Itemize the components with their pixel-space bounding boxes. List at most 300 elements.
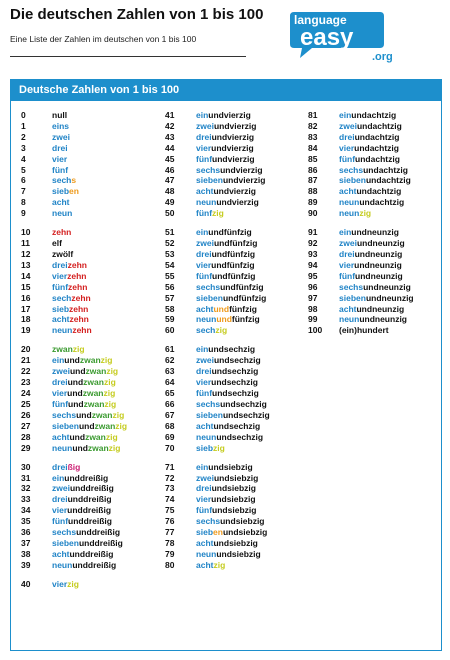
number-row — [165, 366, 258, 376]
word-part: fünf — [52, 516, 69, 527]
number-word — [52, 175, 76, 185]
word-part: zwei — [339, 238, 357, 249]
word-part: sieb — [196, 527, 214, 537]
word-part: und — [213, 120, 230, 131]
number-value: 75 — [165, 505, 175, 516]
number-word — [52, 260, 87, 270]
word-part: und — [212, 505, 228, 516]
number-row — [21, 538, 123, 548]
number-row — [165, 165, 263, 175]
word-part: acht — [196, 303, 214, 314]
word-part: neun — [339, 208, 360, 219]
number-word — [196, 249, 255, 259]
number-value: 11 — [21, 238, 30, 249]
word-part: vierzig — [223, 110, 251, 120]
number-value: 43 — [165, 131, 175, 142]
number-row — [165, 388, 259, 398]
language-easy-logo[interactable] — [286, 10, 412, 66]
number-row — [308, 314, 407, 324]
word-part: vier — [196, 494, 212, 505]
word-part: vier — [52, 153, 68, 164]
number-word — [196, 197, 259, 207]
number-row — [21, 432, 118, 442]
word-part: acht — [196, 559, 214, 570]
word-part: zig — [213, 559, 226, 570]
number-value: 31 — [21, 472, 31, 483]
word-part: und — [72, 559, 88, 570]
number-value: 66 — [165, 398, 175, 409]
word-part: dreißig — [85, 548, 114, 559]
number-word — [196, 154, 255, 164]
word-part: vierzig — [235, 164, 263, 175]
word-part: und — [211, 131, 228, 142]
number-word — [196, 143, 254, 153]
number-word — [52, 516, 112, 526]
number-row — [21, 282, 87, 292]
number-value: 12 — [21, 249, 31, 259]
number-value: 40 — [21, 578, 31, 589]
number-value: 33 — [21, 494, 31, 505]
number-row — [165, 494, 256, 504]
number-word — [339, 260, 402, 270]
word-part: zehn — [67, 270, 87, 281]
number-word — [196, 432, 263, 442]
number-word — [196, 421, 260, 431]
number-value: 14 — [21, 270, 31, 281]
number-word — [339, 282, 411, 292]
number-value: 53 — [165, 249, 175, 259]
number-value: 69 — [165, 431, 175, 442]
word-part: neun — [196, 314, 217, 325]
word-part: fünf — [339, 153, 356, 164]
word-part: zig — [359, 208, 372, 219]
word-part: und — [76, 527, 92, 537]
word-part: acht — [196, 537, 214, 548]
number-word — [52, 154, 67, 164]
number-value: 64 — [165, 377, 175, 388]
number-value: 51 — [165, 227, 175, 238]
word-part: zig — [106, 366, 119, 377]
word-part: zwei — [196, 238, 214, 249]
word-part: sieben — [339, 175, 366, 186]
word-part: sechs — [196, 164, 221, 175]
word-part: und — [355, 153, 371, 164]
number-value: 98 — [308, 303, 318, 314]
word-part: sieben — [52, 420, 79, 431]
word-part: zig — [105, 431, 118, 442]
number-word — [52, 165, 68, 175]
number-value: 99 — [308, 314, 318, 325]
word-part: sechs — [339, 164, 364, 175]
number-value: 88 — [308, 186, 318, 197]
number-value: 93 — [308, 249, 318, 259]
word-part: siebzig — [229, 537, 258, 548]
word-part: neunzig — [381, 292, 414, 303]
number-word — [52, 377, 116, 387]
number-word — [52, 421, 127, 431]
word-part: sieben — [196, 175, 223, 186]
word-part: fünf — [196, 208, 213, 219]
word-part: ein — [52, 472, 65, 483]
number-word — [196, 314, 260, 324]
word-part: drei — [52, 494, 68, 505]
number-row — [21, 494, 112, 504]
number-word — [339, 197, 404, 207]
number-value: 74 — [165, 494, 175, 505]
word-part: und — [365, 292, 382, 303]
word-part: und — [211, 377, 227, 388]
numbers-panel — [10, 79, 442, 651]
number-value: 16 — [21, 292, 31, 303]
number-word — [52, 410, 124, 420]
word-part: und — [222, 527, 239, 537]
number-row — [308, 143, 399, 153]
number-value: 21 — [21, 355, 31, 366]
word-part: und — [356, 120, 373, 131]
word-part: und — [354, 259, 370, 270]
word-part: zwan — [85, 366, 107, 377]
number-value: 61 — [165, 344, 175, 355]
number-value: 8 — [21, 197, 26, 208]
number-word — [52, 473, 108, 483]
word-part: sechs — [196, 281, 221, 292]
number-row — [308, 186, 401, 196]
word-part: achtzig — [366, 110, 397, 120]
number-row — [21, 208, 72, 218]
word-part: neun — [339, 314, 360, 325]
word-part: zwan — [82, 388, 104, 398]
word-part: (ein)hundert — [339, 325, 389, 336]
word-part: neun — [339, 197, 360, 208]
number-value: 50 — [165, 208, 175, 219]
word-part: sechzig — [229, 355, 261, 366]
number-word — [339, 304, 404, 314]
word-part: sechzig — [227, 388, 259, 398]
word-part: fünfzig — [227, 249, 256, 259]
word-part: und — [351, 227, 367, 238]
number-word — [196, 293, 266, 303]
number-word — [196, 443, 225, 453]
word-part: und — [356, 186, 373, 197]
number-word — [339, 132, 399, 142]
number-row — [21, 227, 71, 237]
number-word — [196, 304, 257, 314]
word-part: neun — [52, 559, 73, 570]
number-word — [196, 282, 264, 292]
word-part: vierzig — [238, 175, 266, 186]
number-word — [52, 314, 89, 324]
number-word — [52, 186, 79, 196]
number-row — [165, 132, 254, 142]
word-part: siebzig — [231, 548, 261, 559]
word-part: und — [211, 142, 227, 153]
word-part: siebzig — [229, 472, 259, 483]
number-value: 73 — [165, 483, 175, 494]
word-part: acht — [196, 186, 214, 197]
word-part: sechs — [52, 527, 77, 537]
word-part: vierzig — [227, 153, 255, 164]
number-value: 77 — [165, 527, 175, 537]
word-part: fünfzig — [235, 281, 264, 292]
word-part: und — [68, 398, 84, 409]
number-word — [52, 505, 111, 515]
word-part: und — [220, 281, 236, 292]
number-value: 79 — [165, 548, 175, 559]
number-row — [21, 377, 116, 387]
number-value: 27 — [21, 420, 31, 431]
number-row — [21, 165, 68, 175]
number-value: 24 — [21, 388, 31, 398]
number-row — [308, 293, 414, 303]
number-row — [21, 388, 115, 398]
number-row — [21, 549, 113, 559]
number-word — [196, 516, 265, 526]
number-value: 4 — [21, 153, 26, 164]
number-value: 60 — [165, 325, 175, 336]
word-part: sieben — [339, 292, 366, 303]
word-part: fünf — [196, 270, 213, 281]
word-part: acht — [339, 303, 357, 314]
word-part: zehn — [71, 292, 91, 303]
number-word — [196, 410, 270, 420]
number-word — [339, 121, 402, 131]
word-part: zwei — [52, 131, 70, 142]
number-row — [165, 344, 255, 354]
number-value: 6 — [21, 175, 26, 186]
number-value: 25 — [21, 398, 31, 409]
word-part: und — [222, 292, 239, 303]
number-value: 78 — [165, 537, 175, 548]
number-word — [339, 325, 389, 335]
number-row — [21, 443, 120, 453]
number-value: 29 — [21, 442, 31, 453]
word-part: zwei — [196, 355, 214, 366]
number-word — [52, 579, 79, 589]
number-row — [165, 325, 227, 335]
word-part: und — [211, 483, 228, 494]
word-part: sechs — [196, 516, 221, 527]
number-word — [339, 186, 401, 196]
word-part: achtzig — [372, 120, 402, 131]
word-part: fünfzig — [227, 270, 256, 281]
number-word — [52, 355, 112, 365]
word-part: elf — [52, 238, 62, 249]
word-part: und — [211, 259, 227, 270]
number-word — [52, 293, 91, 303]
word-part: siebzig — [238, 527, 268, 537]
word-part: sechzig — [231, 431, 264, 442]
word-part: und — [359, 197, 375, 208]
word-part: und — [213, 303, 230, 314]
word-part: zwan — [87, 442, 109, 453]
word-part: und — [76, 409, 92, 420]
word-part: achtzig — [370, 131, 400, 142]
word-part: zwan — [52, 344, 73, 355]
word-part: und — [216, 197, 232, 208]
number-row — [21, 238, 62, 248]
word-part: neun — [196, 197, 217, 208]
word-part: und — [213, 420, 230, 431]
number-value: 70 — [165, 442, 175, 453]
word-part: und — [212, 153, 228, 164]
number-word — [52, 432, 118, 442]
word-part: fünfzig — [223, 227, 252, 238]
number-row — [165, 549, 261, 559]
number-word — [52, 197, 69, 207]
number-value: 38 — [21, 548, 31, 559]
number-row — [21, 473, 108, 483]
number-word — [196, 110, 251, 120]
number-word — [196, 238, 257, 248]
number-row — [308, 304, 404, 314]
word-part: zwan — [83, 377, 104, 388]
word-part: sieben — [196, 292, 223, 303]
word-part: und — [363, 281, 379, 292]
number-row — [165, 538, 258, 548]
word-part: und — [351, 110, 367, 120]
number-row — [165, 249, 255, 259]
word-part: dreißig — [87, 559, 117, 570]
number-row — [165, 238, 257, 248]
number-value: 85 — [308, 153, 318, 164]
word-part: ein — [339, 227, 352, 238]
number-word — [52, 560, 116, 570]
number-word — [52, 249, 73, 259]
word-part: dreißig — [91, 527, 121, 537]
number-word — [52, 443, 120, 453]
number-value: 42 — [165, 120, 175, 131]
number-row — [165, 304, 257, 314]
word-part: zig — [108, 442, 121, 453]
word-part: und — [68, 516, 84, 527]
number-word — [339, 154, 400, 164]
number-row — [21, 483, 114, 493]
number-word — [196, 494, 256, 504]
word-part: sechzig — [229, 420, 261, 431]
number-value: 52 — [165, 238, 175, 249]
number-word — [196, 344, 255, 354]
number-value: 35 — [21, 516, 31, 527]
word-part: sechs — [196, 398, 221, 409]
word-part: und — [67, 505, 83, 516]
number-word — [339, 293, 414, 303]
word-part: drei — [52, 142, 68, 153]
word-part: und — [69, 483, 86, 494]
number-row — [21, 366, 118, 376]
number-word — [52, 325, 92, 335]
number-word — [52, 208, 72, 218]
number-row — [21, 527, 120, 537]
number-row — [21, 271, 87, 281]
number-row — [165, 399, 267, 409]
word-part: acht — [196, 420, 214, 431]
word-part: achtzig — [374, 197, 405, 208]
logo-org-text: .org — [372, 51, 393, 63]
number-word — [196, 355, 261, 365]
number-row — [165, 271, 255, 281]
number-value: 92 — [308, 238, 318, 249]
number-row — [21, 505, 111, 515]
word-part: und — [213, 355, 230, 366]
word-part: ßig — [67, 461, 81, 472]
number-row — [308, 238, 405, 248]
number-value: 95 — [308, 270, 318, 281]
page-title: Die deutschen Zahlen von 1 bis 100 — [10, 6, 264, 23]
number-word — [52, 483, 114, 493]
word-part: neunzig — [370, 270, 403, 281]
word-part: und — [211, 249, 228, 259]
number-row — [165, 121, 256, 131]
number-value: 10 — [21, 227, 31, 238]
word-part: ein — [196, 344, 209, 355]
number-value: 63 — [165, 366, 175, 377]
word-part: fünfzig — [226, 259, 255, 270]
number-word — [52, 271, 87, 281]
word-part: achtzig — [370, 153, 400, 164]
word-part: zwei — [52, 483, 70, 494]
word-part: achtzig — [378, 164, 408, 175]
word-part: drei — [196, 249, 212, 259]
number-value: 90 — [308, 208, 318, 219]
word-part: und — [211, 366, 228, 377]
word-part: und — [354, 131, 371, 142]
word-part: ein — [196, 110, 209, 120]
number-row — [165, 227, 252, 237]
word-part: vier — [339, 259, 355, 270]
number-word — [196, 175, 265, 185]
number-row — [308, 132, 399, 142]
word-part: sech — [52, 175, 72, 186]
number-word — [52, 462, 80, 472]
number-value: 54 — [165, 259, 175, 270]
word-part: sechzig — [226, 377, 258, 388]
number-word — [52, 538, 123, 548]
number-value: 41 — [165, 110, 175, 120]
word-part: sech — [52, 292, 72, 303]
word-part: zwei — [196, 120, 214, 131]
word-part: achtzig — [372, 186, 402, 197]
word-part: sechzig — [238, 409, 270, 420]
number-row — [308, 121, 402, 131]
word-part: vierzig — [227, 131, 255, 142]
word-part: dreißig — [94, 537, 123, 548]
word-part: zehn — [68, 281, 88, 292]
word-part: fünf — [52, 164, 69, 175]
number-word — [52, 132, 70, 142]
word-part: neun — [52, 325, 73, 336]
number-row — [165, 432, 263, 442]
logo-language-text: language — [294, 13, 347, 27]
word-part: drei — [52, 259, 68, 270]
number-word — [52, 399, 116, 409]
word-part: vierzig — [226, 142, 254, 153]
number-row — [308, 165, 408, 175]
number-value: 89 — [308, 197, 318, 208]
number-value: 1 — [21, 120, 26, 131]
number-row — [21, 325, 92, 335]
word-part: und — [212, 270, 228, 281]
word-part: und — [365, 175, 382, 186]
number-row — [308, 260, 402, 270]
number-word — [339, 238, 405, 248]
page-subtitle: Eine Liste der Zahlen im deutschen von 1 bis 100 — [10, 34, 197, 44]
number-word — [196, 208, 224, 218]
word-part: en — [213, 527, 223, 537]
number-word — [196, 325, 227, 335]
word-part: ein — [339, 110, 352, 120]
number-value: 23 — [21, 377, 31, 388]
number-row — [21, 293, 91, 303]
